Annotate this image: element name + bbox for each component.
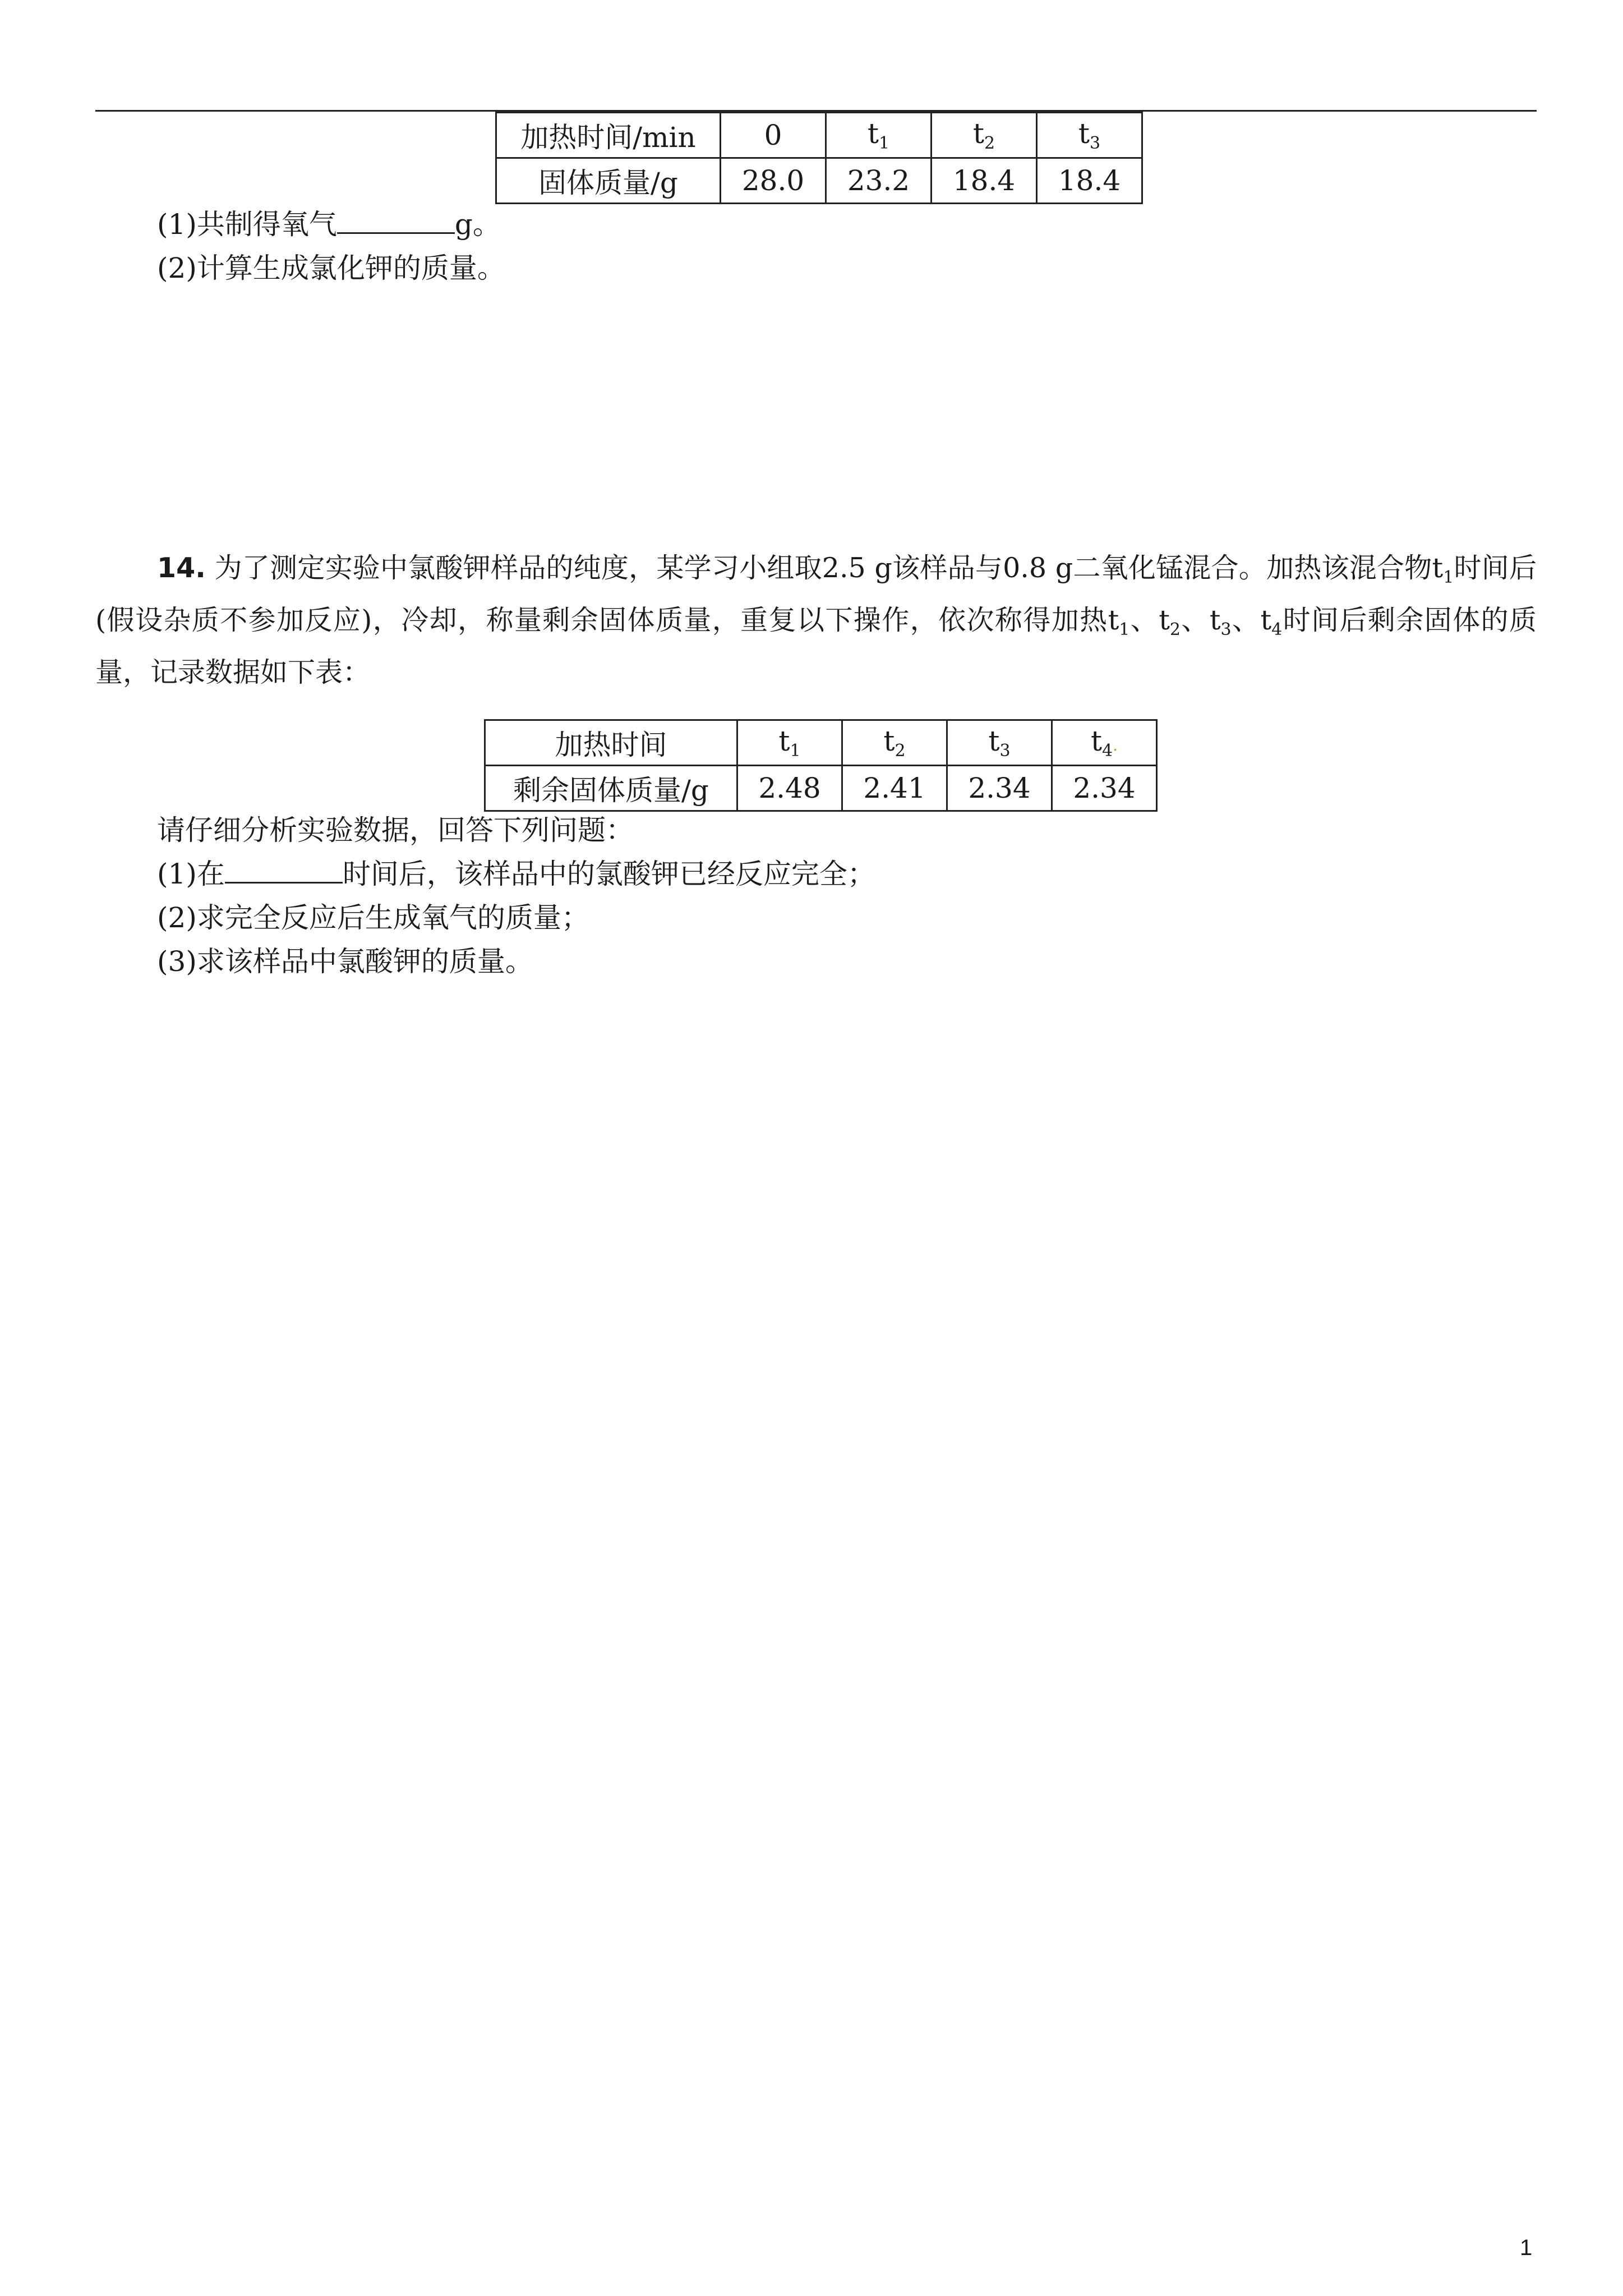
question-number: 14. — [157, 552, 206, 584]
q14-prompt: 请仔细分析实验数据，回答下列问题： — [157, 814, 634, 846]
table-header-cell: $t_3$ — [947, 720, 1052, 766]
answer-blank — [225, 857, 343, 884]
table-header-cell: 0 — [721, 113, 826, 158]
table-row — [485, 720, 1157, 766]
table-cell: 18.4 — [932, 158, 1037, 204]
q14-part1: (1)在 时间后，该样品中的氯酸钾已经反应完全； — [157, 858, 875, 890]
table-cell: 18.4 — [1037, 158, 1142, 204]
q13-part1: (1)共制得氧气 g。 — [157, 208, 501, 241]
table-cell: 2.41 — [842, 766, 947, 811]
page-number: 1 — [1520, 2235, 1533, 2260]
table-cell: 剩余固体质量/g — [485, 766, 737, 811]
table-row — [496, 158, 1142, 204]
table-header-cell: $t_2$ — [842, 720, 947, 766]
answer-blank — [337, 208, 455, 234]
q14-intro: 14. 为了测定实验中氯酸钾样品的纯度，某学习小组取2.5 g该样品与0.8 g二氧化锰混合。加热该混合物$t_1$时间后(假设杂质不参加反应)，冷却，称量剩余固体质量，重复以下操作，依次称得加热$t_1$、$t_2$、$t_3$、$t_4$时间后剩余固体的质量，记录数据如下表： — [95, 552, 1537, 688]
table-header-cell: 加热时间/min — [496, 113, 721, 158]
table-cell: 28.0 — [721, 158, 826, 204]
table-row — [485, 766, 1157, 811]
table-header-cell: 加热时间 — [485, 720, 737, 766]
table-header-cell: $t_1$ — [737, 720, 842, 766]
q14-part3: (3)求该样品中氯酸钾的质量。 — [157, 945, 533, 978]
table-cell: 2.48 — [737, 766, 842, 811]
q13-part2: (2)计算生成氯化钾的质量。 — [157, 252, 505, 284]
table-cell: 2.34 — [1052, 766, 1157, 811]
table-header-cell: $t_4$. — [1052, 720, 1157, 766]
remaining-solid-table — [484, 719, 1158, 812]
table-header-cell: $t_3$ — [1037, 113, 1142, 158]
table-header-cell: $t_2$ — [932, 113, 1037, 158]
table-cell: 23.2 — [826, 158, 932, 204]
table-cell: 固体质量/g — [496, 158, 721, 204]
table-cell: 2.34 — [947, 766, 1052, 811]
table-header-cell: $t_1$ — [826, 113, 932, 158]
table-row — [496, 113, 1142, 158]
q14-part2: (2)求完全反应后生成氧气的质量； — [157, 901, 589, 934]
heating-mass-table — [495, 112, 1143, 204]
